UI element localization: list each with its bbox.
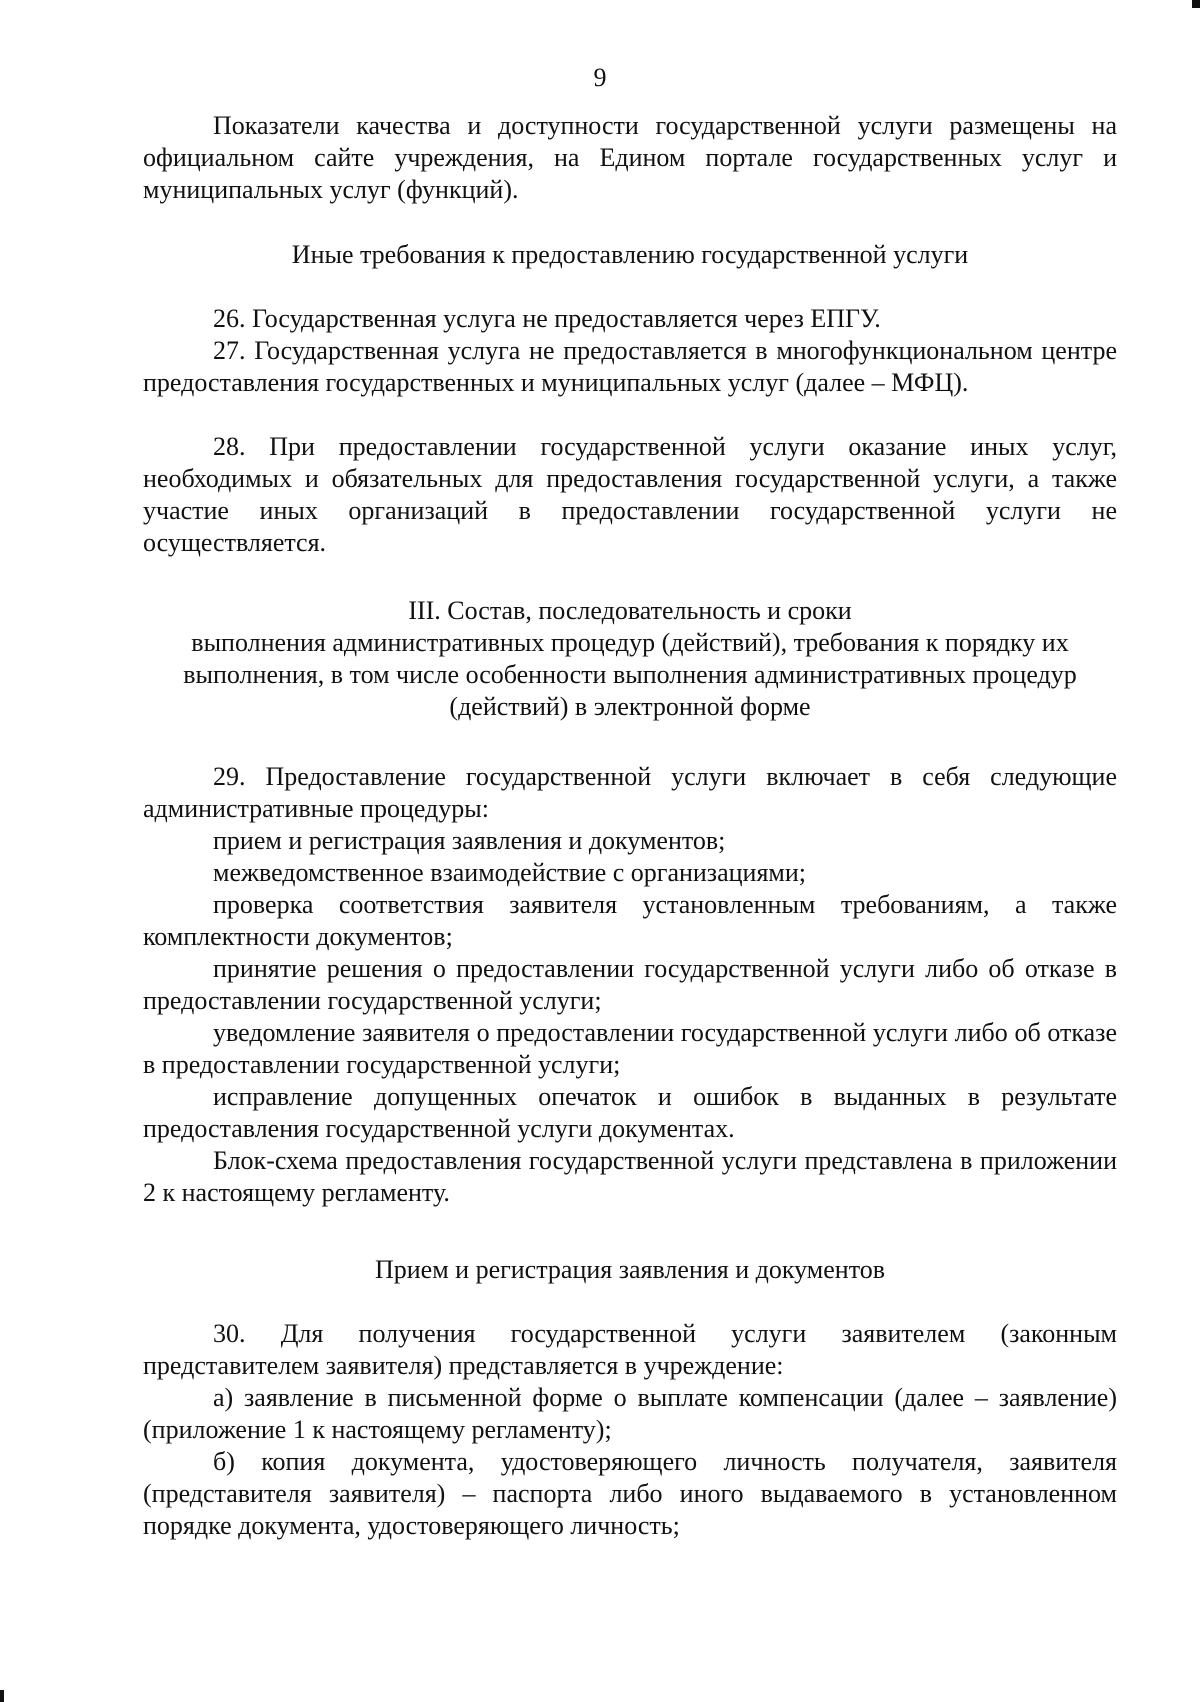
list-item: исправление допущенных опечаток и ошибок в выданных в результате предоставления государственной услуги документах. [143, 1082, 1117, 1143]
list-item: принятие решения о предоставлении государственной услуги либо об отказе в предоставлении государственной услуги; [143, 954, 1117, 1015]
paragraph-text: 29. Предоставление государственной услуги включает в себя следующие административные процедуры: [143, 762, 1117, 823]
scan-edge-mark [0, 1690, 4, 1702]
section-heading-iii [143, 595, 1117, 723]
heading-line: III. Состав, последовательность и сроки [408, 596, 852, 625]
list-item: межведомственное взаимодействие с организациями; [213, 858, 806, 887]
paragraph-text: 27. Государственная услуга не предоставляется в многофункциональном центре предоставления государственных и муниципальных услуг (далее – МФЦ). [143, 336, 1117, 397]
heading-line: выполнения административных процедур (действий), требования к порядку их [191, 628, 1069, 657]
list-item: б) копия документа, удостоверяющего личность получателя, заявителя (представителя заявителя) – паспорта либо иного выдаваемого в установленном порядке документа, удостоверяющего личность; [143, 1447, 1117, 1540]
scan-corner-mark [1192, 0, 1200, 8]
paragraph-29 [143, 761, 1117, 1209]
section-heading-reception [143, 1254, 1117, 1286]
paragraph-26 [143, 303, 1117, 335]
paragraph-text: 30. Для получения государственной услуги заявителем (законным представителем заявителя) представляется в учреждение: [143, 1319, 1117, 1380]
paragraph-27 [143, 335, 1117, 399]
list-item: проверка соответствия заявителя установленным требованиям, а также комплектности документов; [143, 890, 1117, 951]
section-heading-other-requirements [143, 239, 1117, 271]
list-item: уведомление заявителя о предоставлении государственной услуги либо об отказе в предоставлении государственной услуги; [143, 1018, 1117, 1079]
page-number: 9 [593, 63, 607, 92]
heading-text: Иные требования к предоставлению государственной услуги [291, 240, 969, 269]
heading-line: (действий) в электронной форме [449, 692, 811, 721]
paragraph-quality-indicators [143, 110, 1117, 206]
list-item: а) заявление в письменной форме о выплате компенсации (далее – заявление) (приложение 1 к настоящему регламенту); [143, 1383, 1117, 1444]
paragraph-text: Показатели качества и доступности государственной услуги размещены на официальном сайте учреждения, на Едином портале государственных услуг и муниципальных услуг (функций). [143, 111, 1117, 204]
heading-text: Прием и регистрация заявления и документов [374, 1255, 886, 1284]
paragraph-28 [143, 431, 1117, 559]
list-item: Блок-схема предоставления государственной услуги представлена в приложении 2 к настоящему регламенту. [143, 1146, 1117, 1207]
paragraph-text: 26. Государственная услуга не предоставляется через ЕПГУ. [213, 304, 881, 333]
paragraph-text: 28. При предоставлении государственной услуги оказание иных услуг, необходимых и обязательных для предоставления государственной услуги, а также участие иных организаций в предоставлении государственной услуги не осуществляется. [143, 432, 1117, 557]
paragraph-30 [143, 1318, 1117, 1542]
heading-line: выполнения, в том числе особенности выполнения административных процедур [183, 660, 1077, 689]
list-item: прием и регистрация заявления и документов; [213, 826, 726, 855]
